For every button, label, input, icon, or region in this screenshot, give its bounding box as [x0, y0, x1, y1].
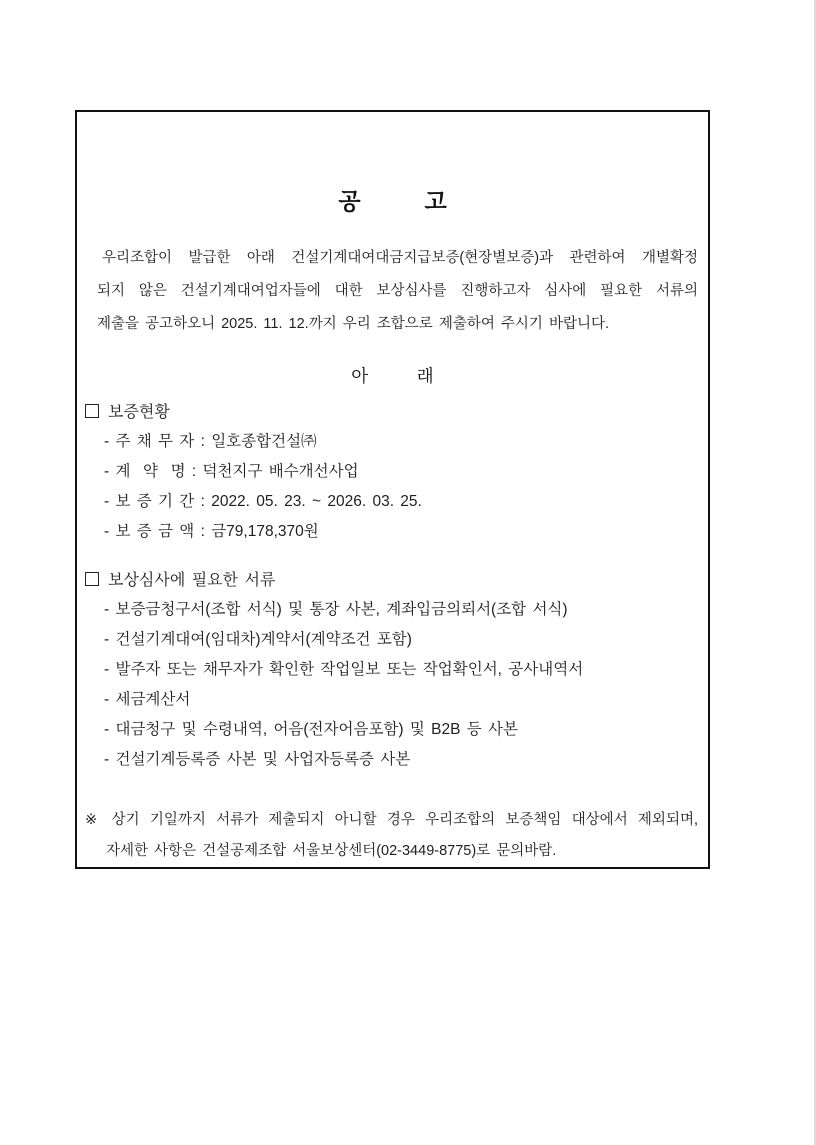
intro-paragraph [97, 242, 698, 341]
section-guarantee-status [77, 399, 708, 547]
below-subheading: 아 래 [351, 366, 434, 386]
list-item: - 대금청구 및 수령내역, 어음(전자어음포함) 및 B2B 등 사본 [104, 721, 518, 738]
intro-line-1: 우리조합이 발급한 아래 건설기계대여대금지급보증(현장별보증)과 관련하여 개별확정 [102, 250, 698, 266]
footnote-line-1: ※ 상기 기일까지 서류가 제출되지 아니할 경우 우리조합의 보증책임 대상에서 제외되며, [85, 812, 698, 828]
section-heading: 보증현황 [108, 404, 170, 421]
footnote-line-2: 자세한 사항은 건설공제조합 서울보상센터(02-3449-8775)로 문의바람. [106, 843, 557, 859]
list-item: - 보 증 금 액 : 금79,178,370원 [104, 523, 319, 540]
document-title: 공 고 [338, 188, 447, 214]
list-item: - 주 채 무 자 : 일호종합건설㈜ [104, 433, 317, 450]
section-required-documents [77, 567, 708, 775]
notice-document-box [75, 110, 710, 869]
intro-line-3: 제출을 공고하오니 2025. 11. 12.까지 우리 조합으로 제출하여 주시기 바랍니다. [97, 316, 609, 332]
section-heading-row [85, 567, 708, 595]
section-heading-row [85, 399, 708, 427]
list-item: - 보증금청구서(조합 서식) 및 통장 사본, 계좌입금의뢰서(조합 서식) [104, 601, 568, 618]
list-item: - 건설기계대여(임대차)계약서(계약조건 포함) [104, 631, 412, 648]
square-bullet-icon [85, 572, 99, 586]
list-item: - 계 약 명 : 덕천지구 배수개선사업 [104, 463, 359, 480]
list-item: - 세금계산서 [104, 691, 191, 708]
list-item: - 보 증 기 간 : 2022. 05. 23. ~ 2026. 03. 25. [104, 493, 422, 510]
intro-line-2: 되지 않은 건설기계대여업자들에 대한 보상심사를 진행하고자 심사에 필요한 서류의 [97, 283, 698, 299]
footnote-paragraph [85, 805, 698, 867]
section-heading: 보상심사에 필요한 서류 [108, 572, 276, 589]
list-item: - 발주자 또는 채무자가 확인한 작업일보 또는 작업확인서, 공사내역서 [104, 661, 584, 678]
square-bullet-icon [85, 404, 99, 418]
list-item: - 건설기계등록증 사본 및 사업자등록증 사본 [104, 751, 411, 768]
